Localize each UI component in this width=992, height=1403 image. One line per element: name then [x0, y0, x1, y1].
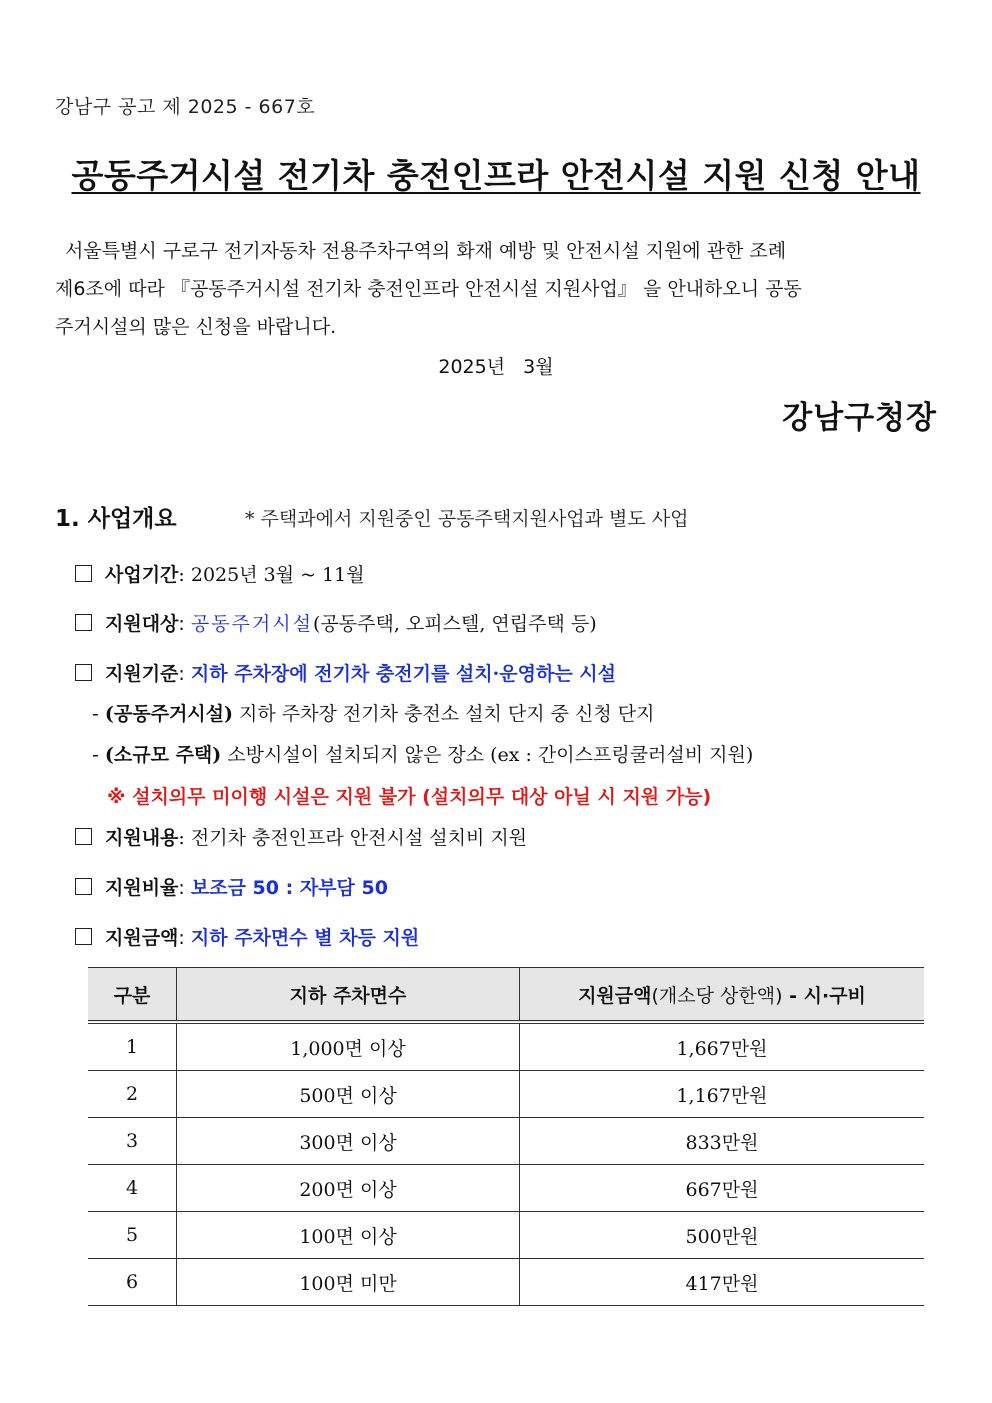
- item-label: 사업기간: [105, 564, 179, 586]
- item-value: 보조금 50 : 자부담 50: [190, 877, 388, 899]
- item-highlight: 공동주거시설: [190, 613, 313, 635]
- table-row: [88, 1165, 924, 1212]
- header-amount-label: 지원금액: [578, 984, 652, 1007]
- table-row: [88, 1212, 924, 1259]
- cell-parking: 500면 이상: [177, 1071, 520, 1118]
- cell-parking: 200면 이상: [177, 1165, 520, 1212]
- cell-category: 3: [88, 1118, 177, 1165]
- checkbox-square-icon: [75, 565, 92, 582]
- item-value: : 전기차 충전인프라 안전시설 설치비 지원: [178, 827, 528, 849]
- intro-line: 서울특별시 구로구 전기자동차 전용주차구역의 화재 예방 및 안전시설 지원에 관한 조례: [65, 240, 787, 262]
- cell-amount: 417만원: [520, 1259, 925, 1306]
- item-content: [75, 823, 527, 850]
- dash: -: [92, 744, 105, 766]
- item-criteria: [75, 659, 616, 686]
- item-amount: [75, 923, 419, 950]
- header-parking-spaces: 지하 주차면수: [177, 968, 520, 1023]
- checkbox-square-icon: [75, 878, 92, 895]
- cell-amount: 667만원: [520, 1165, 925, 1212]
- item-value: 지하 주차장에 전기차 충전기를 설치·운영하는 시설: [190, 663, 616, 685]
- header-amount-source: - 시·구비: [782, 984, 866, 1007]
- cell-parking: 300면 이상: [177, 1118, 520, 1165]
- intro-line: 주거시설의 많은 신청을 바랍니다.: [55, 316, 337, 338]
- table-row: [88, 1022, 924, 1071]
- cell-amount: 1,667만원: [520, 1022, 925, 1071]
- checkbox-square-icon: [75, 828, 92, 845]
- cell-category: 4: [88, 1165, 177, 1212]
- notice-date: 2025년 3월: [438, 356, 554, 378]
- cell-amount: 833만원: [520, 1118, 925, 1165]
- cell-amount: 1,167만원: [520, 1071, 925, 1118]
- checkbox-square-icon: [75, 614, 92, 631]
- sub-text: 소방시설이 설치되지 않은 장소 (ex : 간이스프링쿨러설비 지원): [221, 744, 754, 766]
- cell-parking: 1,000면 이상: [177, 1022, 520, 1071]
- item-value: 지하 주차면수 별 차등 지원: [190, 927, 420, 949]
- item-value: : 2025년 3월 ~ 11월: [178, 564, 365, 586]
- sub-text: 지하 주차장 전기차 충전소 설치 단지 중 신청 단지: [233, 703, 655, 725]
- item-label: 지원대상: [105, 613, 179, 635]
- item-ratio: [75, 873, 388, 900]
- cell-amount: 500만원: [520, 1212, 925, 1259]
- checkbox-square-icon: [75, 664, 92, 681]
- dash: -: [92, 703, 105, 725]
- cell-category: 2: [88, 1071, 177, 1118]
- sub-label: (소규모 주택): [104, 744, 222, 766]
- issuer-signature: 강남구청장: [782, 400, 937, 436]
- intro-paragraph: [55, 232, 939, 346]
- item-label: 지원금액: [105, 927, 179, 949]
- header-amount-paren: (개소당 상한액): [651, 984, 783, 1007]
- support-amount-table: [88, 967, 924, 1306]
- criteria-sub-item: [92, 740, 753, 767]
- cell-category: 6: [88, 1259, 177, 1306]
- notice-number: 강남구 공고 제 2025 - 667호: [55, 96, 316, 118]
- item-target: [75, 609, 597, 636]
- item-label: 지원비율: [105, 877, 179, 899]
- cell-category: 5: [88, 1212, 177, 1259]
- checkbox-square-icon: [75, 928, 92, 945]
- section-note: * 주택과에서 지원중인 공동주택지원사업과 별도 사업: [245, 508, 689, 530]
- cell-parking: 100면 이상: [177, 1212, 520, 1259]
- page-title: 공동주거시설 전기차 충전인프라 안전시설 지원 신청 안내: [71, 156, 921, 195]
- cell-category: 1: [88, 1022, 177, 1071]
- table-row: [88, 1118, 924, 1165]
- cell-parking: 100면 미만: [177, 1259, 520, 1306]
- warning-note: ※ 설치의무 미이행 시설은 지원 불가 (설치의무 대상 아닐 시 지원 가능): [107, 786, 712, 808]
- item-label: 지원기준: [105, 663, 179, 685]
- intro-line: 제6조에 따라 『공동주거시설 전기차 충전인프라 안전시설 지원사업』 을 안내하오니 공동: [55, 278, 802, 300]
- table-row: [88, 1259, 924, 1306]
- item-label: 지원내용: [105, 827, 179, 849]
- header-category: 구분: [88, 968, 177, 1023]
- criteria-sub-item: [92, 699, 654, 726]
- item-separator: :: [178, 663, 191, 685]
- sub-label: (공동주거시설): [104, 703, 234, 725]
- item-separator: :: [178, 613, 191, 635]
- item-separator: :: [178, 927, 191, 949]
- header-support-amount: [520, 968, 925, 1023]
- table-row: [88, 1071, 924, 1118]
- item-separator: :: [178, 877, 191, 899]
- item-period: [75, 560, 365, 587]
- item-value: (공동주택, 오피스텔, 연립주택 등): [313, 613, 597, 635]
- section-heading: 1. 사업개요: [55, 506, 177, 532]
- table-header-row: [88, 968, 924, 1023]
